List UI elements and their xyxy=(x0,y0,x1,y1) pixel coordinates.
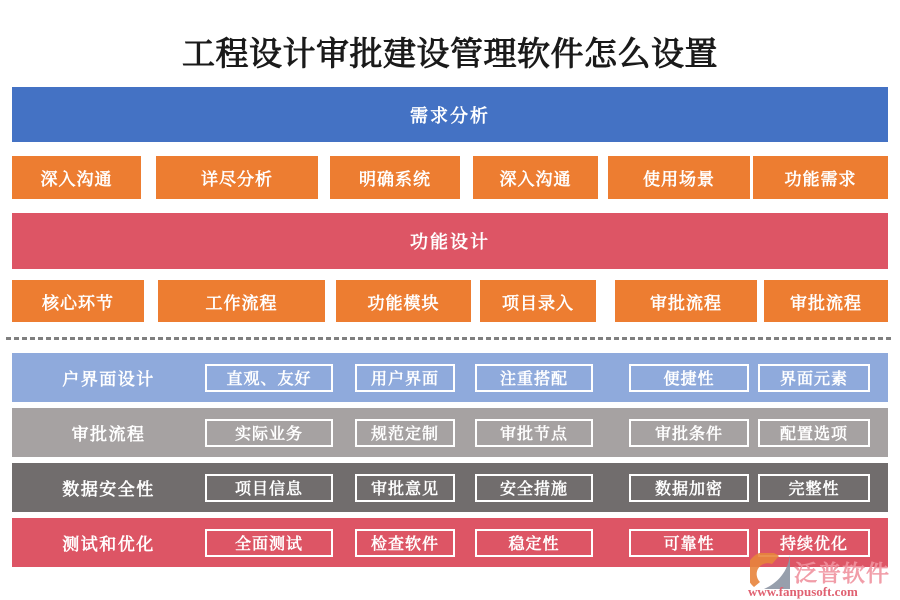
step-box: 审批流程 xyxy=(615,280,757,322)
detail-row-ui-design xyxy=(12,353,888,402)
step-box: 功能模块 xyxy=(336,280,471,322)
step-box: 详尽分析 xyxy=(156,156,318,199)
watermark-website-url: www.fanpusoft.com xyxy=(748,584,858,599)
step-box: 审批流程 xyxy=(764,280,888,322)
watermark xyxy=(748,553,900,599)
detail-row-approval-process xyxy=(12,408,888,457)
row-label: 审批流程 xyxy=(71,425,146,444)
chip-box: 审批条件 xyxy=(629,419,749,447)
chip-box: 配置选项 xyxy=(758,419,870,447)
chip-box: 全面测试 xyxy=(205,529,333,557)
chip-box: 可靠性 xyxy=(629,529,749,557)
chips-group xyxy=(205,364,888,392)
page-title: 工程设计审批建设管理软件怎么设置 xyxy=(182,36,718,73)
chip-box: 稳定性 xyxy=(475,529,593,557)
chip-box: 用户界面 xyxy=(355,364,455,392)
chip-box: 注重搭配 xyxy=(475,364,593,392)
function-design-header-bar: 功能设计 xyxy=(12,213,888,269)
chip-box: 规范定制 xyxy=(355,419,455,447)
step-box: 项目录入 xyxy=(480,280,596,322)
chip-box: 直观、友好 xyxy=(205,364,333,392)
chip-box: 数据加密 xyxy=(629,474,749,502)
chips-group xyxy=(205,474,888,502)
row-label: 测试和优化 xyxy=(62,535,155,554)
chip-box: 检查软件 xyxy=(355,529,455,557)
step-box: 工作流程 xyxy=(158,280,325,322)
step-box: 功能需求 xyxy=(753,156,888,199)
requirements-steps-row xyxy=(12,156,888,199)
row-label: 户界面设计 xyxy=(62,370,155,389)
chip-box: 便捷性 xyxy=(629,364,749,392)
step-box: 深入沟通 xyxy=(12,156,141,199)
detail-row-data-security xyxy=(12,463,888,512)
chip-box: 项目信息 xyxy=(205,474,333,502)
chips-group xyxy=(205,419,888,447)
chip-box: 审批意见 xyxy=(355,474,455,502)
function-design-steps-row xyxy=(12,280,888,322)
chip-box: 实际业务 xyxy=(205,419,333,447)
watermark-brand-name: 泛普软件 xyxy=(794,560,890,586)
chip-box: 安全措施 xyxy=(475,474,593,502)
chip-box: 持续优化 xyxy=(758,529,870,557)
chip-box: 完整性 xyxy=(758,474,870,502)
chip-box: 审批节点 xyxy=(475,419,593,447)
row-label: 数据安全性 xyxy=(62,480,155,499)
chip-box: 界面元素 xyxy=(758,364,870,392)
step-box: 明确系统 xyxy=(330,156,460,199)
step-box: 核心环节 xyxy=(12,280,144,322)
requirements-header-bar: 需求分析 xyxy=(12,87,888,142)
step-box: 使用场景 xyxy=(608,156,750,199)
section-divider-dashed-line xyxy=(6,337,894,340)
step-box: 深入沟通 xyxy=(473,156,598,199)
